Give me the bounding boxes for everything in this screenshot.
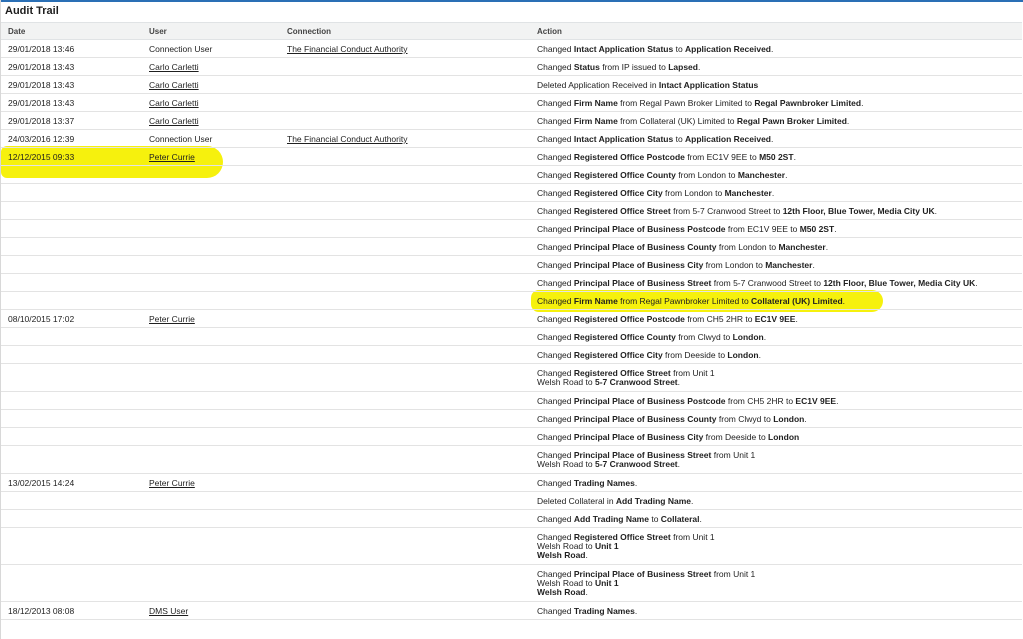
user-link[interactable]: DMS User [149,606,189,616]
action-field: Trading Names [573,479,635,488]
action-text: to [673,135,686,144]
cell-action [537,117,1019,126]
action-text: from London to [662,189,725,198]
table-row [1,528,1022,565]
action-field: Principal Place of Business Street [573,451,712,460]
cell-action [537,171,1019,180]
cell-action [537,297,1019,306]
action-field: Intact Application Status [658,81,759,90]
action-field: Registered Office Postcode [573,153,685,162]
table-row [1,130,1022,148]
action-field: Principal Place of Business Street [573,570,712,579]
action-field: Manchester [724,189,772,198]
cell-date: 29/01/2018 13:43 [8,98,75,108]
action-text: from London to [675,171,738,180]
table-row [1,328,1022,346]
table-row [1,292,1022,310]
action-text: . [846,117,850,126]
cell-date: 12/12/2015 09:33 [8,152,75,162]
action-text: from EC1V 9EE to [684,153,760,162]
action-text: . [677,459,680,469]
cell-action [537,63,1019,72]
table-row [1,428,1022,446]
table-row [1,446,1022,474]
user-link[interactable]: Peter Currie [149,314,195,324]
cell-action [537,207,1019,216]
action-text: Welsh Road to [537,541,595,551]
action-text: from 5-7 Cranwood Street to [670,207,783,216]
action-text: . [771,189,775,198]
cell-action [537,153,1019,162]
action-text: Changed [537,45,574,54]
cell-action [537,433,1019,442]
action-text: . [975,279,978,288]
action-text: . [691,497,694,506]
action-field: Principal Place of Business Street [573,279,712,288]
action-field: Principal Place of Business County [573,415,717,424]
cell-action [537,315,1019,324]
action-field: EC1V 9EE [795,397,837,406]
user-link[interactable]: Peter Currie [149,478,195,488]
user-link[interactable]: Carlo Carletti [149,62,199,72]
table-row [1,40,1022,58]
cell-date: 29/01/2018 13:43 [8,62,75,72]
action-text: from Regal Pawnbroker Limited to [617,297,752,306]
action-field: 12th Floor, Blue Tower, Media City UK [823,279,976,288]
action-text: . [804,415,807,424]
action-text: Changed [537,333,574,342]
action-text: from Unit 1 [670,533,715,542]
action-text: Changed [537,351,574,360]
table-row [1,364,1022,392]
action-field: Manchester [737,171,786,180]
action-text: Changed [537,415,574,424]
action-text: Changed [537,99,574,108]
cell-user: Connection User [149,134,213,144]
user-link[interactable]: Peter Currie [149,152,195,162]
cell-action [537,533,1019,560]
action-text: from 5-7 Cranwood Street to [711,279,824,288]
cell-action [537,45,1019,54]
action-field: Collateral (UK) Limited [751,297,843,306]
action-text: from Collateral (UK) Limited to [617,117,737,126]
action-field: Regal Pawn Broker Limited [736,117,847,126]
action-text: Welsh Road to [537,377,595,387]
table-row [1,112,1022,130]
cell-date: 24/03/2016 12:39 [8,134,75,144]
table-row [1,94,1022,112]
cell-date: 13/02/2015 14:24 [8,478,75,488]
action-text: from Unit 1 [711,451,756,460]
action-text: Welsh Road to [537,459,595,469]
audit-table-body [1,40,1022,620]
column-header-action[interactable]: Action [537,27,562,36]
cell-action [537,81,1019,90]
action-field: Principal Place of Business City [573,261,704,270]
cell-action [537,333,1019,342]
action-field: Intact Application Status [573,135,674,144]
action-text: Changed [537,451,574,460]
action-text: from Clwyd to [716,415,774,424]
action-text: . [585,550,588,560]
action-field: Registered Office Street [573,207,671,216]
action-text: Changed [537,117,574,126]
table-row [1,602,1022,620]
cell-action [537,397,1019,406]
table-row [1,256,1022,274]
user-link[interactable]: Carlo Carletti [149,116,199,126]
cell-action [537,451,1019,469]
action-text: from EC1V 9EE to [725,225,800,234]
action-field: Unit 1 [594,541,619,551]
action-field: Intact Application Status [573,45,674,54]
action-field: M50 2ST [759,153,794,162]
action-field: Registered Office Street [573,369,671,378]
action-text: Changed [537,279,574,288]
panel-title: Audit Trail [1,0,1023,20]
cell-action [537,479,1019,488]
action-text: . [697,63,701,72]
action-text: . [699,515,702,524]
action-field: Add Trading Name [615,497,691,506]
action-field: Registered Office City [573,351,663,360]
table-row [1,510,1022,528]
cell-action [537,243,1019,252]
action-text: . [795,315,798,324]
table-row [1,202,1022,220]
cell-action [537,279,1019,288]
action-field: Registered Office County [573,333,676,342]
cell-date: 18/12/2013 08:08 [8,606,75,616]
user-link[interactable]: Carlo Carletti [149,80,199,90]
action-text: from IP issued to [599,63,669,72]
cell-date: 08/10/2015 17:02 [8,314,75,324]
connection-link[interactable]: The Financial Conduct Authority [287,44,408,54]
action-field: Manchester [778,243,826,252]
cell-action [537,189,1019,198]
table-row [1,310,1022,328]
cell-action [537,99,1019,108]
cell-date: 29/01/2018 13:37 [8,116,75,126]
action-field: 12th Floor, Blue Tower, Media City UK [782,207,935,216]
action-text: Changed [537,225,574,234]
cell-date: 29/01/2018 13:46 [8,44,75,54]
action-text: . [793,153,796,162]
action-text: from London to [703,261,766,270]
table-row [1,76,1022,94]
action-text: from Deeside to [662,351,728,360]
cell-action [537,415,1019,424]
action-text: to [648,515,661,524]
action-text: from Unit 1 [711,570,756,579]
action-field: Principal Place of Business Postcode [573,225,726,234]
cell-action [537,261,1019,270]
table-row [1,166,1022,184]
action-text: . [861,99,864,108]
action-field: Principal Place of Business City [573,433,704,442]
action-text: from Unit 1 [670,369,715,378]
action-text: . [771,45,774,54]
action-text: . [834,225,837,234]
action-text: Changed [537,63,574,72]
action-text: to [673,45,686,54]
cell-action [537,351,1019,360]
action-text: Changed [537,243,574,252]
action-field: Welsh Road [537,587,586,597]
action-field: EC1V 9EE [754,315,796,324]
cell-user: Connection User [149,44,213,54]
connection-link[interactable]: The Financial Conduct Authority [287,134,408,144]
action-text: Changed [537,433,574,442]
action-text: Changed [537,315,574,324]
cell-action [537,135,1019,144]
column-header-user[interactable]: User [149,27,167,36]
action-field: Application Received [685,135,771,144]
action-text: . [585,587,588,597]
action-text: Changed [537,207,574,216]
action-text: . [758,351,761,360]
action-text: . [836,397,839,406]
column-header-date[interactable]: Date [8,27,26,36]
action-text: from London to [716,243,779,252]
action-text: . [812,261,815,270]
action-field: Registered Office City [573,189,663,198]
action-field: Principal Place of Business Postcode [573,397,726,406]
column-header-connection[interactable]: Connection [287,27,331,36]
action-field: Collateral [660,515,700,524]
cell-action [537,607,1019,616]
table-row [1,392,1022,410]
table-row [1,410,1022,428]
action-field: Manchester [765,261,813,270]
user-link[interactable]: Carlo Carletti [149,98,199,108]
table-row [1,58,1022,76]
table-row [1,492,1022,510]
action-text: . [934,207,937,216]
action-text: . [842,297,846,306]
cell-action [537,225,1019,234]
action-text: . [634,607,638,616]
action-field: Regal Pawnbroker Limited [754,99,862,108]
table-row [1,565,1022,602]
action-text: . [634,479,638,488]
action-text: . [785,171,788,180]
action-text: Changed [537,261,574,270]
action-text: Changed [537,135,574,144]
action-text: from Deeside to [703,433,769,442]
action-field: Registered Office Postcode [573,315,685,324]
action-field: Registered Office Street [573,533,671,542]
action-field: London [768,433,800,442]
action-field: Status [573,63,600,72]
cell-action [537,497,1019,506]
action-text: Changed [537,533,574,542]
action-field: Registered Office County [573,171,676,180]
action-text: Changed [537,369,574,378]
action-field: Add Trading Name [573,515,649,524]
action-text: Changed [537,153,574,162]
action-field: Firm Name [573,297,618,306]
action-text: Changed [537,397,574,406]
action-field: Trading Names [573,607,635,616]
action-field: Principal Place of Business County [573,243,717,252]
action-field: London [773,415,805,424]
table-row [1,148,1022,166]
action-text: from CH5 2HR to [725,397,796,406]
cell-action [537,570,1019,597]
action-field: Unit 1 [594,578,619,588]
action-text: Changed [537,189,574,198]
action-text: Deleted Application Received in [537,81,659,90]
table-row [1,220,1022,238]
action-text: Deleted Collateral in [537,497,616,506]
action-field: Firm Name [573,117,618,126]
action-text: . [677,377,680,387]
table-header [1,22,1022,40]
action-text: Changed [537,570,574,579]
action-text: Changed [537,171,574,180]
action-field: Firm Name [573,99,618,108]
action-text: from Regal Pawn Broker Limited to [617,99,755,108]
table-row [1,346,1022,364]
action-text: Welsh Road to [537,578,595,588]
action-field: M50 2ST [799,225,835,234]
action-text: from CH5 2HR to [684,315,755,324]
action-text: Changed [537,607,574,616]
action-field: Welsh Road [537,550,586,560]
action-field: 5-7 Cranwood Street [594,459,678,469]
table-row [1,238,1022,256]
action-text: . [763,333,767,342]
action-field: Application Received [685,45,771,54]
action-text: . [825,243,829,252]
action-text: . [771,135,774,144]
action-text: Changed [537,297,574,306]
action-text: from Clwyd to [675,333,733,342]
action-field: London [727,351,759,360]
action-field: London [732,333,764,342]
table-row [1,274,1022,292]
table-row [1,184,1022,202]
action-text: Changed [537,515,574,524]
action-text: Changed [537,479,574,488]
table-row [1,474,1022,492]
action-field: 5-7 Cranwood Street [594,377,678,387]
cell-action [537,515,1019,524]
cell-action [537,369,1019,387]
action-field: Lapsed [668,63,698,72]
cell-date: 29/01/2018 13:43 [8,80,75,90]
